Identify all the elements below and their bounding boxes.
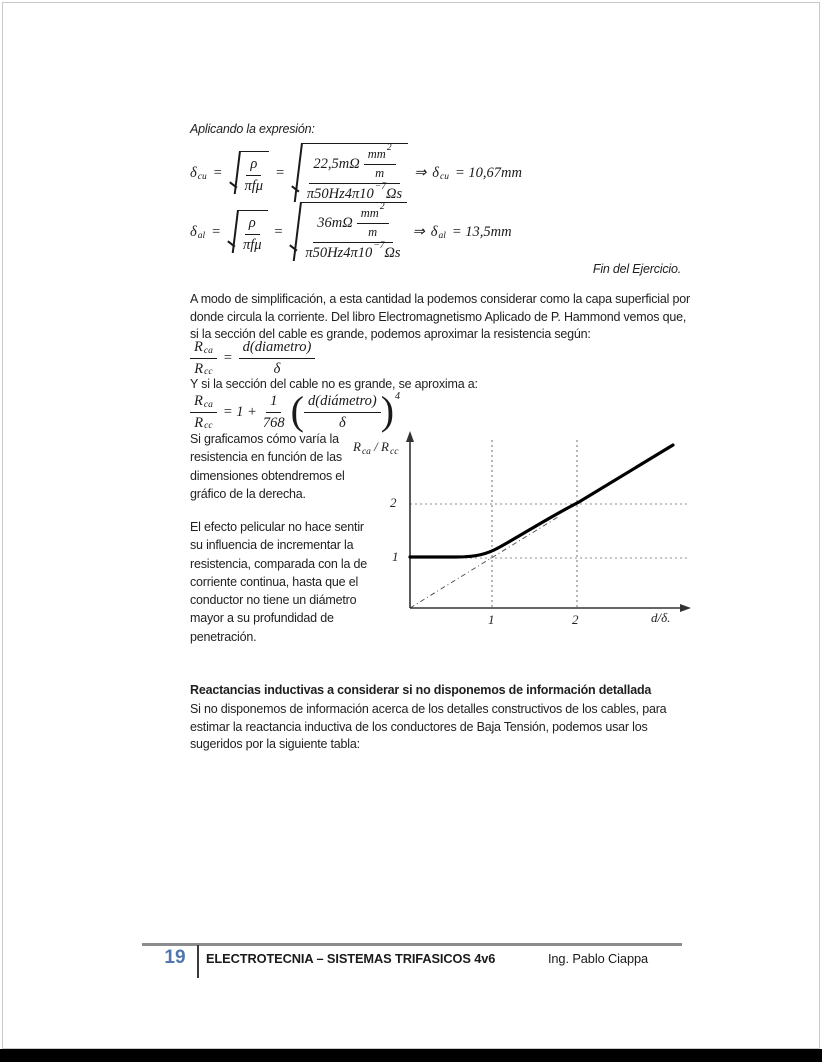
exponent: 4: [395, 390, 401, 402]
formula-ratio-grande: R ca R cc = $\frac{\text{d(diametro)}}{\delta}$: [190, 340, 315, 376]
sqrt-rho-over-pifmu: $\frac{\rho}{\text{πfμ}}$: [229, 210, 268, 253]
intro-line: Aplicando la expresión:: [190, 122, 315, 136]
implies-arrow: ⇒: [412, 223, 425, 240]
paragraph-pelicular: El efecto pelicular no hace sentir su influencia de incrementar la resistencia, comparada con la de corriente continua, hasta que el conductor no tiene un diámetro mayor a su profundidad de penetración.: [190, 520, 368, 644]
x-axis-arrowhead: [680, 604, 691, 612]
x-tick-label-2: 2: [572, 612, 579, 627]
radical-sign: [291, 202, 300, 261]
implies-arrow: ⇒: [414, 164, 427, 181]
close-paren: ): [380, 388, 395, 433]
y-axis-label: $R_{ca} / R_{cc}$: [353, 439, 399, 457]
open-paren: (: [290, 388, 304, 433]
section-heading-reactancias: Reactancias inductivas a considerar si no disponemos de información detallada: [190, 683, 652, 697]
x-tick-label-1: 1: [488, 612, 495, 627]
formula-delta-al: δ al = $\frac{\rho}{\text{πfμ}}$ = 36mΩ mm 2 m π50Hz4π10 −7 Ωs ⇒ δ al = 13,5mm: [190, 202, 512, 261]
sqrt-rho-over-pifmu: $\frac{\rho}{\text{πfμ}}$: [231, 151, 270, 194]
result-value: = 13,5mm: [451, 223, 512, 240]
formula-ratio-no-grande: R ca R cc = 1 + $\frac{1}{768}$ ( $\frac{\text{d(diámetro)}}{\delta}$ ) 4: [190, 392, 400, 432]
paragraph-no-grande: Y si la sección del cable no es grande, se aproxima a:: [190, 377, 478, 391]
footer-page-number: 19: [164, 947, 186, 968]
radical-sign: [293, 143, 302, 202]
sqrt-resistivity-expression: 36mΩ mm 2 m π50Hz4π10 −7 Ωs: [291, 202, 406, 261]
chart-canvas: [350, 426, 695, 641]
end-of-exercise-note: Fin del Ejercicio.: [592, 262, 681, 276]
x-axis-label: d/δ.: [651, 610, 671, 625]
y-axis-arrowhead: [406, 431, 414, 442]
y-tick-label-1: 1: [392, 549, 399, 564]
paragraph-simplificacion: A modo de simplificación, a esta cantidad la podemos considerar como la capa superficial por donde circula la corriente. Del libro Electromagnetismo Aplicado de P. Hammond vemos que, si la sección del cable es grande, podemos aproximar la resistencia según:: [190, 292, 690, 342]
paragraph-grafico: Si graficamos cómo varía la resistencia en función de las dimensiones obtendremos el gráfico de la derecha.: [190, 432, 345, 501]
footer-separator: [197, 945, 199, 978]
result-value: = 10,67mm: [454, 164, 522, 181]
resistance-ratio-curve: [410, 445, 673, 557]
formula-delta-cu: δ cu = $\frac{\rho}{\text{πfμ}}$ = 22,5mΩ mm 2 m π50Hz4π10 −7 Ωs ⇒ δ cu = 10,67mm: [190, 143, 522, 202]
footer-author: Ing. Pablo Ciappa: [547, 951, 648, 966]
skin-effect-chart: [350, 426, 695, 641]
radical-sign: [231, 151, 240, 194]
footer-document-title: ELECTROTECNIA – SISTEMAS TRIFASICOS 4v6: [206, 951, 496, 966]
asymptote-line: [410, 517, 558, 608]
delta-symbol: δ: [190, 223, 197, 240]
sqrt-resistivity-expression: 22,5mΩ mm 2 m π50Hz4π10 −7 Ωs: [293, 143, 408, 202]
y-tick-label-2: 2: [390, 495, 397, 510]
paragraph-reactancias: Si no disponemos de información acerca de los detalles constructivos de los cables, para estimar la reactancia inductiva de los conductores de Baja Tensión, podemos usar los sugeridos por la siguiente tabla:: [190, 702, 667, 752]
delta-symbol: δ: [190, 164, 197, 181]
footer-rule: [142, 943, 682, 946]
bottom-black-band: [0, 1049, 822, 1062]
radical-sign: [229, 210, 238, 253]
